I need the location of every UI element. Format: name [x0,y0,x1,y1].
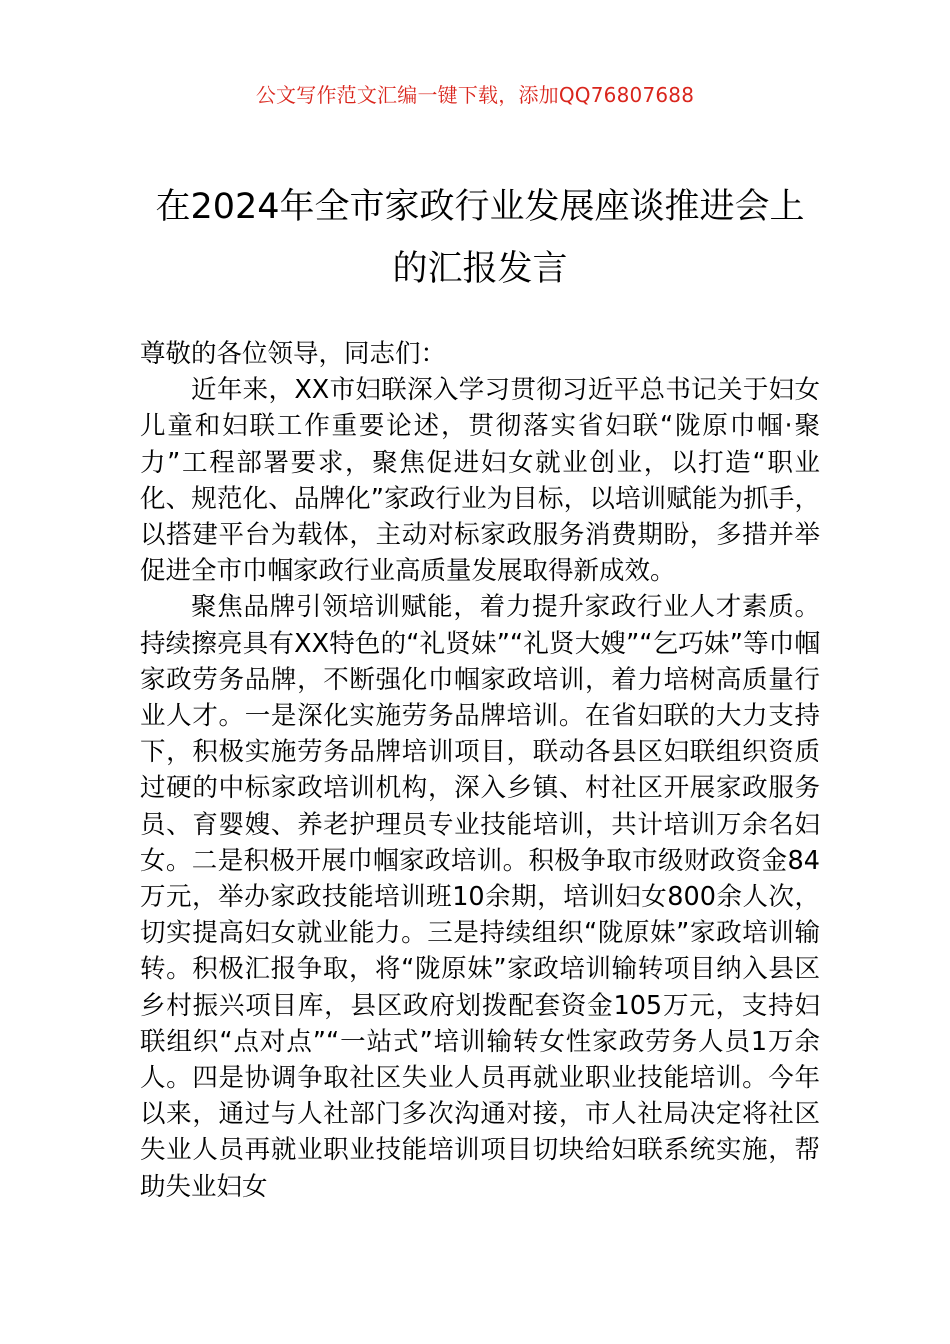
salutation-line: 尊敬的各位领导，同志们： [140,339,447,369]
document-title: 在2024年全市家政行业发展座谈推进会上的汇报发言 [155,187,805,289]
body-paragraph-1: 近年来，XX市妇联深入学习贯彻习近平总书记关于妇女儿童和妇联工作重要论述，贯彻落实省妇联“陇原巾帼·聚力”工程部署要求，聚焦促进妇女就业创业，以打造“职业化、规范化、品牌化”家政行业为目标，以培训赋能为抓手，以搭建平台为载体，主动对标家政服务消费期盼，多措并举促进全市巾帼家政行业高质量发展取得新成效。 [140,375,820,587]
promo-banner-text: 公文写作范文汇编一键下载，添加QQ76807688 [255,83,695,107]
document-body [140,336,820,1205]
body-paragraph-2: 聚焦品牌引领培训赋能，着力提升家政行业人才素质。持续擦亮具有XX特色的“礼贤妹”“礼贤大嫂”“乞巧妹”等巾帼家政劳务品牌，不断强化巾帼家政培训，着力培树高质量行业人才。一是深化实施劳务品牌培训。在省妇联的大力支持下，积极实施劳务品牌培训项目，联动各县区妇联组织资质过硬的中标家政培训机构，深入乡镇、村社区开展家政服务员、育婴嫂、养老护理员专业技能培训，共计培训万余名妇女。二是积极开展巾帼家政培训。积极争取市级财政资金84万元，举办家政技能培训班10余期，培训妇女800余人次，切实提高妇女就业能力。三是持续组织“陇原妹”家政培训输转。积极汇报争取，将“陇原妹”家政培训输转项目纳入县区乡村振兴项目库，县区政府划拨配套资金105万元，支持妇联组织“点对点”“一站式”培训输转女性家政劳务人员1万余人。四是协调争取社区失业人员再就业职业技能培训。今年以来，通过与人社部门多次沟通对接，市人社局决定将社区失业人员再就业职业技能培训项目切块给妇联系统实施，帮助失业妇女 [140,592,820,1202]
